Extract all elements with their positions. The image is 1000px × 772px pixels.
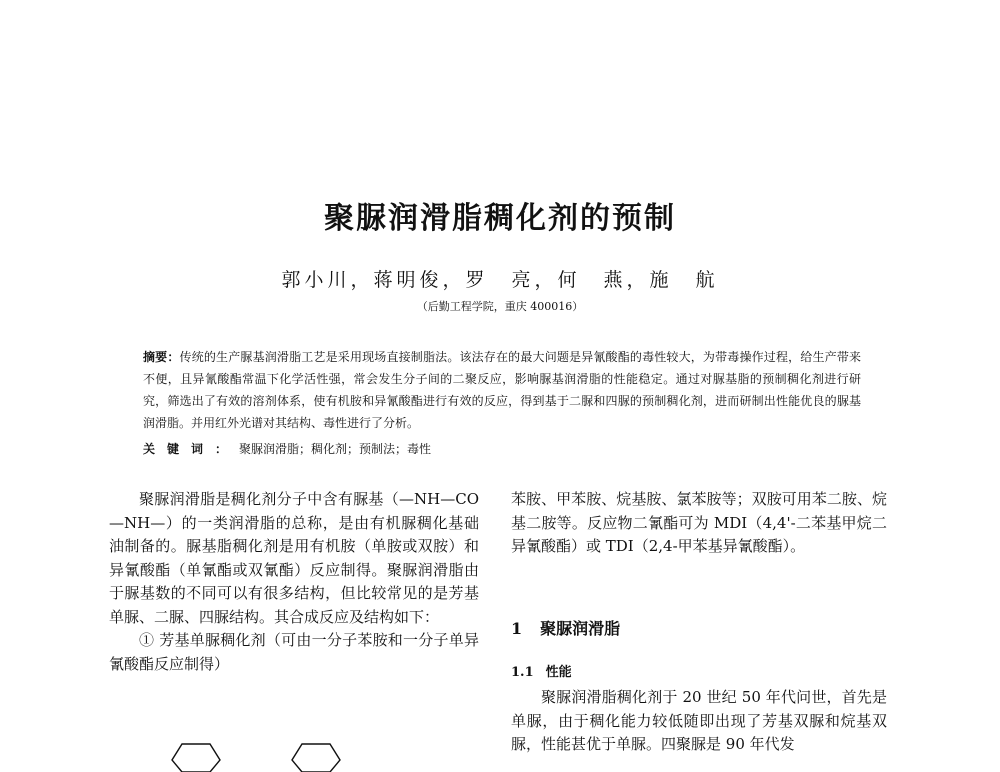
right-column <box>511 488 887 559</box>
abstract-text: 传统的生产脲基润滑脂工艺是采用现场直接制脂法。该法存在的最大问题是异氰酸酯的毒性较大，为带毒操作过程，给生产带来不便，且异氰酸酯常温下化学活性强，常会发生分子间的二聚反应，影响脲基润滑脂的性能稳定。通过对脲基脂的预制稠化剂进行研究，筛选出了有效的溶剂体系，使有机胺和异氰酸酯进行有效的反应，得到基于二脲和四脲的预制稠化剂，进而研制出性能优良的脲基润滑脂。并用红外光谱对其结构、毒性进行了分析。 <box>143 350 861 430</box>
structure-item-1: ① 芳基单脲稠化剂（可由一分子苯胺和一分子单异氰酸酯反应制得） <box>109 631 479 673</box>
benzene-ring-icon <box>170 742 222 772</box>
benzene-ring-icon <box>290 742 342 772</box>
page-title: 聚脲润滑脂稠化剂的预制 <box>324 201 676 236</box>
subsection-heading <box>511 661 572 680</box>
performance-paragraph: 聚脲润滑脂稠化剂于 20 世纪 50 年代问世，首先是单脲，由于稠化能力较低随即出现了芳基双脲和烷基双脲，性能甚优于单脲。四聚脲是 90 年代发 <box>511 688 887 753</box>
section-heading <box>511 616 620 639</box>
author-list: 郭小川，蒋明俊，罗 亮，何 燕，施 航 <box>281 269 719 291</box>
intro-paragraph: 聚脲润滑脂是稠化剂分子中含有脲基（—NH—CO—NH—）的一类润滑脂的总称，是由有机脲稠化基础油制备的。脲基脂稠化剂是用有机胺（单胺或双胺）和异氰酸酯（单氰酯或双氰酯）反应制得。聚脲润滑脂由于脲基数的不同可以有很多结构，但比较常见的是芳基单脲、二脲、四脲结构。其合成反应及结构如下： <box>109 490 479 626</box>
left-column <box>109 488 479 676</box>
keywords-text: 聚脲润滑脂；稠化剂；预制法；毒性 <box>239 442 432 456</box>
keywords-label: 关键词： <box>143 442 240 456</box>
abstract-label: 摘要： <box>143 350 180 364</box>
subsection-title: 性能 <box>545 665 572 680</box>
section-number: 1 <box>511 619 523 638</box>
abstract <box>143 346 861 434</box>
keywords <box>143 438 861 460</box>
affiliation: （后勤工程学院，重庆 400016） <box>416 300 584 313</box>
subsection-number: 1.1 <box>511 665 534 680</box>
continued-paragraph: 苯胺、甲苯胺、烷基胺、氯苯胺等；双胺可用苯二胺、烷基二胺等。反应物二氰酯可为 MDI（4,4'-二苯基甲烷二异氰酸酯）或 TDI（2,4-甲苯基异氰酸酯）。 <box>511 490 887 555</box>
section-title: 聚脲润滑脂 <box>540 619 621 638</box>
performance-section <box>511 686 887 757</box>
